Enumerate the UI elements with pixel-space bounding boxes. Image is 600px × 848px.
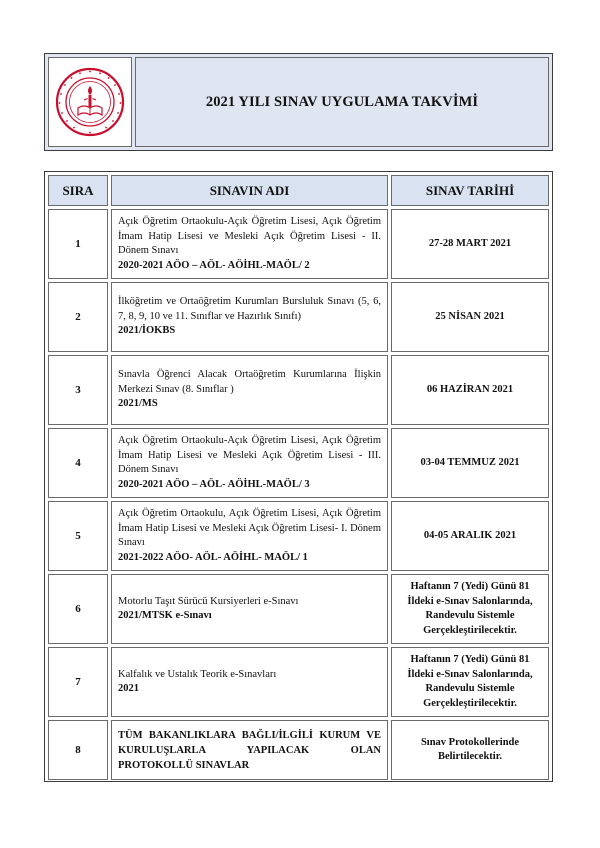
table-header-row [48, 175, 549, 206]
table-row [48, 647, 549, 717]
exam-name-cell [111, 647, 388, 717]
row-number: 7 [48, 647, 108, 717]
exam-date: 04-05 ARALIK 2021 [391, 501, 549, 571]
exam-name: Kalfalık ve Ustalık Teorik e-Sınavları [118, 668, 277, 680]
exam-name: Açık Öğretim Ortaokulu-Açık Öğretim Lisesi, Açık Öğretim İmam Hatip Lisesi ve Mesleki Açık Öğretim Lisesi - III. Dönem Sınavı [118, 435, 381, 475]
table-row [48, 355, 549, 425]
exam-name-cell [111, 428, 388, 498]
meb-seal-icon [54, 66, 126, 138]
column-header-exam-date: SINAV TARİHİ [391, 175, 549, 206]
exam-name-cell [111, 574, 388, 644]
table-row [48, 501, 549, 571]
exam-name-cell [111, 209, 388, 279]
column-header-exam-name: SINAVIN ADI [111, 175, 388, 206]
row-number: 5 [48, 501, 108, 571]
table-row [48, 282, 549, 352]
row-number: 2 [48, 282, 108, 352]
row-number: 1 [48, 209, 108, 279]
exam-name-cell [111, 501, 388, 571]
exam-date: 27-28 MART 2021 [391, 209, 549, 279]
exam-name: Açık Öğretim Ortaokulu-Açık Öğretim Lisesi, Açık Öğretim İmam Hatip Lisesi ve Mesleki Açık Öğretim Lisesi - II. Dönem Sınavı [118, 216, 381, 256]
exam-date: 25 NİSAN 2021 [391, 282, 549, 352]
page-title: 2021 YILI SINAV UYGULAMA TAKVİMİ [205, 93, 479, 110]
column-header-sira: SIRA [48, 175, 108, 206]
exam-code: 2021-2022 AÖO- AÖL- AÖİHL- MAÖL/ 1 [118, 551, 308, 563]
exam-date: Haftanın 7 (Yedi) Günü 81 İldeki e-Sınav Salonlarında, Randevulu Sistemle Gerçekleştirilecektir. [391, 647, 549, 717]
exam-date: Haftanın 7 (Yedi) Günü 81 İldeki e-Sınav Salonlarında, Randevulu Sistemle Gerçekleştirilecektir. [391, 574, 549, 644]
exam-code: 2020-2021 AÖO – AÖL- AÖİHL-MAÖL/ 3 [118, 478, 310, 490]
row-number: 3 [48, 355, 108, 425]
exam-schedule-table [45, 172, 552, 783]
row-number: 4 [48, 428, 108, 498]
row-number: 8 [48, 720, 108, 780]
exam-name: Sınavla Öğrenci Alacak Ortaöğretim Kurumlarına İlişkin Merkezi Sınav (8. Sınıflar ) [118, 369, 381, 395]
exam-name-cell [111, 282, 388, 352]
exam-date: 06 HAZİRAN 2021 [391, 355, 549, 425]
row-number: 6 [48, 574, 108, 644]
exam-name: Açık Öğretim Ortaokulu, Açık Öğretim Lisesi, Açık Öğretim İmam Hatip Lisesi ve Mesleki Açık Öğretim Lisesi- I. Dönem Sınavı [118, 508, 381, 548]
table-row [48, 720, 549, 780]
logo-cell [48, 57, 132, 147]
exam-code: 2020-2021 AÖO – AÖL- AÖİHL-MAÖL/ 2 [118, 259, 310, 271]
exam-date: Sınav Protokollerinde Belirtilecektir. [391, 720, 549, 780]
exam-name-cell [111, 720, 388, 780]
table-row [48, 574, 549, 644]
exam-name: İlköğretim ve Ortaöğretim Kurumları Bursluluk Sınavı (5, 6, 7, 8, 9, 10 ve 11. Sınıflar ve Hazırlık Sınıfı) [118, 296, 381, 322]
exam-name: TÜM BAKANLIKLARA BAĞLI/İLGİLİ KURUM VE KURULUŞLARLA YAPILACAK OLAN PROTOKOLLÜ SINAVLAR [118, 729, 381, 771]
exam-name-cell [111, 355, 388, 425]
exam-code: 2021 [118, 683, 139, 694]
exam-name: Motorlu Taşıt Sürücü Kursiyerleri e-Sınavı [118, 595, 299, 607]
exam-schedule-box [44, 171, 553, 782]
exam-code: 2021/MS [118, 398, 158, 410]
exam-code: 2021/MTSK e-Sınavı [118, 610, 212, 621]
exam-code: 2021/İOKBS [118, 325, 176, 337]
header-box [44, 53, 553, 151]
exam-date: 03-04 TEMMUZ 2021 [391, 428, 549, 498]
table-row [48, 209, 549, 279]
table-row [48, 428, 549, 498]
title-cell [135, 57, 549, 147]
